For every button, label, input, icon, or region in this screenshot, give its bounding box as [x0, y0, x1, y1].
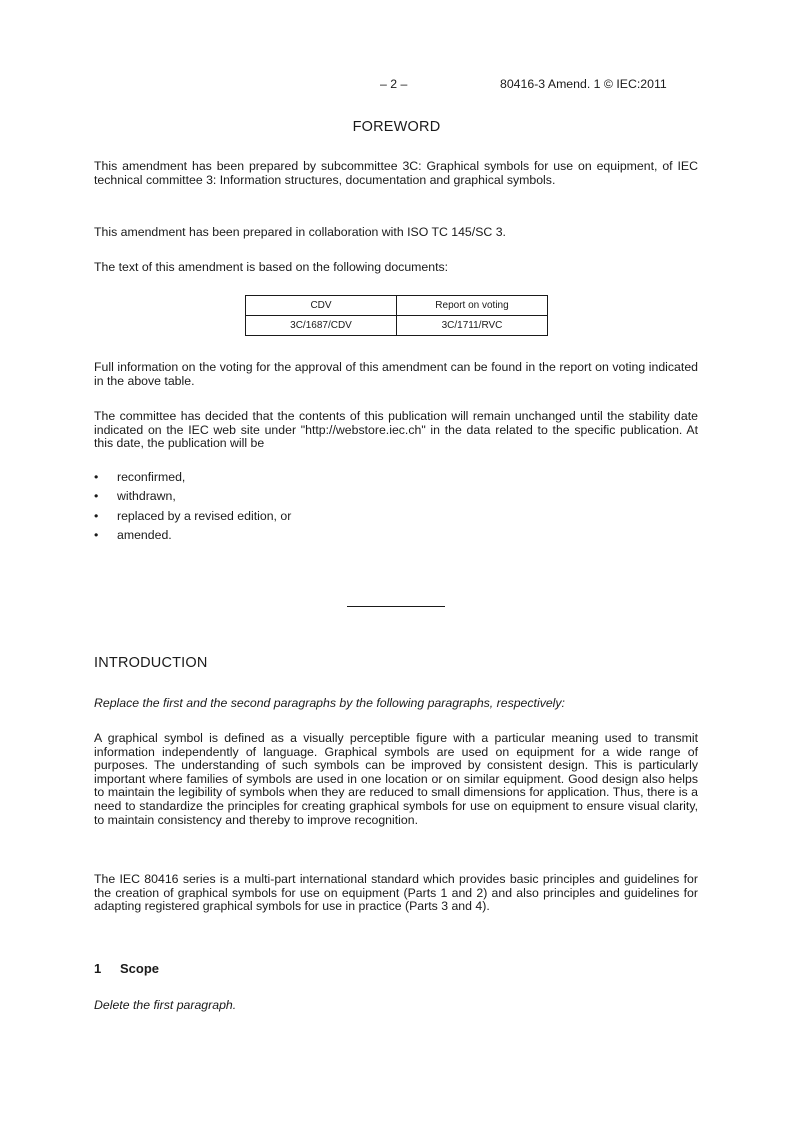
table-header-row [246, 296, 548, 316]
list-item-text: withdrawn, [117, 489, 176, 504]
table-header-cdv: CDV [246, 296, 397, 316]
bullet-icon: • [94, 528, 99, 543]
voting-documents-table [245, 295, 548, 336]
document-reference: 80416-3 Amend. 1 © IEC:2011 [500, 77, 667, 91]
list-item-text: reconfirmed, [117, 470, 186, 484]
section-divider [347, 606, 445, 607]
bullet-icon: • [94, 489, 99, 504]
publication-outcome-list [94, 471, 291, 549]
foreword-paragraph-3: The text of this amendment is based on the following documents: [94, 260, 449, 274]
list-item [94, 510, 291, 529]
table-row [246, 316, 548, 336]
table-header-report: Report on voting [397, 296, 548, 316]
page-number: – 2 – [380, 77, 408, 91]
table-cell-cdv: 3C/1687/CDV [246, 316, 397, 336]
list-item [94, 490, 291, 509]
bullet-icon: • [94, 470, 99, 484]
introduction-paragraph-2: The IEC 80416 series is a multi-part international standard which provides basic principles and guidelines for the creation of graphical symbols for use on equipment (Parts 1 and 2) and also principles and guidelines for adapting registered graphical symbols for use in practice (Parts 3 and 4). [94, 872, 698, 914]
list-item-text: amended. [117, 528, 172, 543]
foreword-title: FOREWORD [352, 119, 441, 135]
scope-title: Scope [120, 961, 160, 976]
foreword-paragraph-4: Full information on the voting for the approval of this amendment can be found in the report on voting indicated in the above table. [94, 360, 698, 388]
list-item [94, 471, 291, 490]
scope-number: 1 [94, 961, 102, 976]
list-item [94, 529, 291, 548]
foreword-paragraph-1: This amendment has been prepared by subcommittee 3C: Graphical symbols for use on equipment, of IEC technical committee 3: Information structures, documentation and graphical symbols. [94, 159, 698, 187]
scope-heading [94, 962, 159, 976]
introduction-instruction: Replace the first and the second paragraphs by the following paragraphs, respectively: [94, 696, 565, 710]
scope-instruction: Delete the first paragraph. [94, 998, 237, 1012]
list-item-text: replaced by a revised edition, or [117, 508, 292, 523]
foreword-paragraph-5: The committee has decided that the contents of this publication will remain unchanged until the stability date indicated on the IEC web site under "http://webstore.iec.ch" in the data related to the specific publication. At this date, the publication will be [94, 409, 698, 451]
bullet-icon: • [94, 508, 99, 523]
introduction-title: INTRODUCTION [94, 655, 208, 671]
table-cell-rvc: 3C/1711/RVC [397, 316, 548, 336]
introduction-paragraph-1: A graphical symbol is defined as a visually perceptible figure with a particular meaning used to transmit information independently of language. Graphical symbols are used on equipment for a wide range of purposes. The understanding of such symbols can be improved by consistent design. This is particularly important where families of symbols are used in one location or on similar equipment. Good design also helps to maintain the legibility of symbols when they are reduced to small dimensions for application. Thus, there is a need to standardize the principles for creating graphical symbols for use on equipment to ensure visual clarity, to maintain consistency and thereby to improve recognition. [94, 731, 698, 827]
foreword-paragraph-2: This amendment has been prepared in collaboration with ISO TC 145/SC 3. [94, 225, 506, 239]
